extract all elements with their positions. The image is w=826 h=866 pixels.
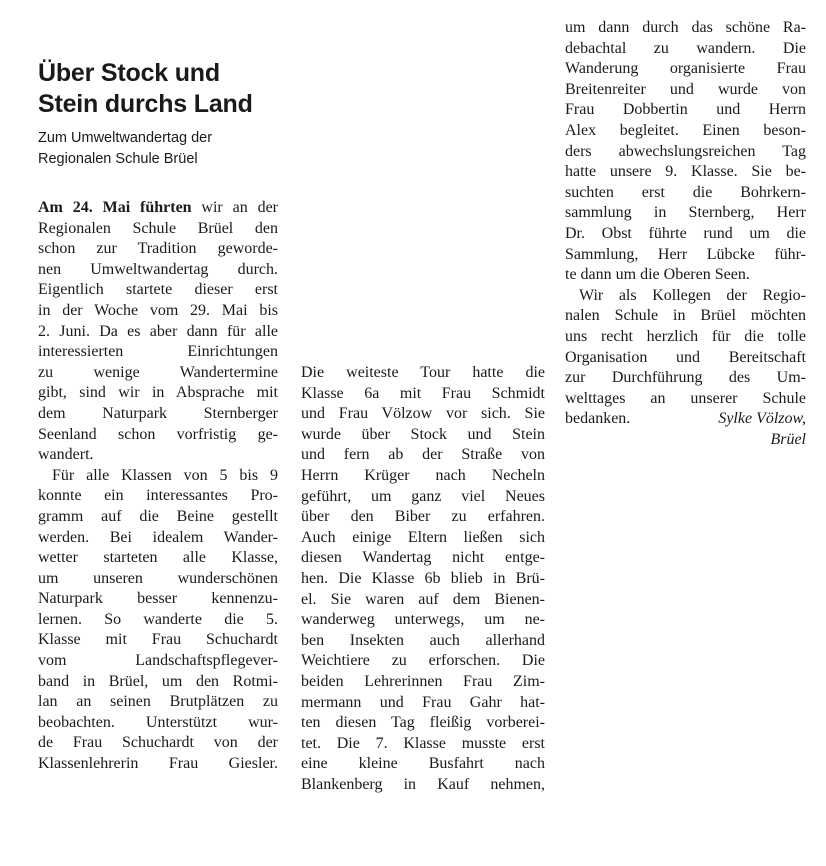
body-line: diesen Wandertag nicht entge- xyxy=(301,549,545,567)
body-line: wetter starteten alle Klasse, xyxy=(38,549,278,567)
body-line: nen Umweltwandertag durch. xyxy=(38,260,278,278)
body-line: Eigentlich startete dieser erst xyxy=(38,281,278,299)
body-line: Die weiteste Tour hatte die xyxy=(301,364,545,381)
body-line: Klasse 6a mit Frau Schmidt xyxy=(301,384,545,402)
body-line: 2. Juni. Da es aber dann für alle xyxy=(38,322,278,340)
body-line: suchten erst die Bohrkern- xyxy=(565,183,806,201)
body-line: hen. Die Klasse 6b blieb in Brü- xyxy=(301,569,545,587)
body-line: Weichtiere zu erforschen. Die xyxy=(301,652,545,670)
headline xyxy=(38,58,298,120)
body-line: eine kleine Busfahrt nach xyxy=(301,755,545,773)
article-column-1 xyxy=(38,198,278,775)
body-line: werden. Bei idealem Wander- xyxy=(38,528,278,546)
body-line: nalen Schule in Brüel möchten xyxy=(565,307,806,325)
headline-line: Stein durchs Land xyxy=(38,90,253,118)
body-line: Für alle Klassen von 5 bis 9 xyxy=(52,466,278,484)
body-line: und fern ab der Straße von xyxy=(301,446,545,464)
body-line: debachtal zu wandern. Die xyxy=(565,39,806,57)
body-line: ben Insekten auch allerhand xyxy=(301,631,545,649)
body-line: beiden Lehrerinnen Frau Zim- xyxy=(301,672,545,690)
body-line: sammlung in Sternberg, Herr xyxy=(565,204,806,222)
body-line: wurde über Stock und Stein xyxy=(301,425,545,443)
body-line: Herrn Krüger nach Necheln xyxy=(301,466,545,484)
body-line: konnte ein interessantes Pro- xyxy=(38,487,278,505)
body-line: zur Durchführung des Um- xyxy=(565,369,806,387)
body-line: ders abwechslungsreichen Tag xyxy=(565,142,806,160)
body-line: wandert. xyxy=(38,446,94,464)
body-line: über den Biber zu erfahren. xyxy=(301,508,545,526)
body-line: band in Brüel, um den Rotmi- xyxy=(38,672,278,690)
body-line: gibt, sind wir in Absprache mit xyxy=(38,384,278,402)
author-signature: Sylke Völzow, xyxy=(718,410,806,428)
body-line: Wir als Kollegen der Regio- xyxy=(579,286,806,304)
body-line: lernen. So wanderte die 5. xyxy=(38,610,278,628)
body-line: lan an seinen Brutplätzen zu xyxy=(38,693,278,711)
body-line: Dr. Obst führte rund um die xyxy=(565,224,806,242)
body-line: Organisation und Bereitschaft xyxy=(565,348,806,366)
headline-line: Über Stock und xyxy=(38,59,220,87)
body-line: in der Woche vom 29. Mai bis xyxy=(38,301,278,319)
lead-in: Am 24. Mai führten xyxy=(38,199,192,216)
body-line: dem Naturpark Sternberger xyxy=(38,404,278,422)
body-line: Regionalen Schule Brüel den xyxy=(38,219,278,237)
body-line: gramm auf die Beine gestellt xyxy=(38,507,278,525)
subheadline xyxy=(38,128,298,170)
body-line: Klasse mit Frau Schuchardt xyxy=(38,631,278,649)
body-line: uns recht herzlich für die tolle xyxy=(565,327,806,345)
subhead-line: Zum Umweltwandertag der xyxy=(38,130,213,146)
body-line: Seenland schon vorfristig ge- xyxy=(38,425,278,443)
author-location: Brüel xyxy=(770,430,806,448)
body-line: Alex begleitet. Einen beson- xyxy=(565,121,806,139)
body-line: ten diesen Tag fleißig vorberei- xyxy=(301,714,545,732)
body-line: wanderweg unterwegs, um ne- xyxy=(301,611,545,629)
body-line: um dann durch das schöne Ra- xyxy=(565,19,806,36)
body-line: welttages an unserer Schule xyxy=(565,389,806,407)
body-line: vom Landschaftspflegever- xyxy=(38,652,278,670)
body-line: Auch einige Eltern ließen sich xyxy=(301,528,545,546)
body-line: mermann und Frau Gahr hat- xyxy=(301,693,545,711)
body-line: zu wenige Wandertermine xyxy=(38,363,278,381)
body-line: hatte unsere 9. Klasse. Sie be- xyxy=(565,163,806,181)
body-line: geführt, um ganz viel Neues xyxy=(301,487,545,505)
body-line: Breitenreiter und wurde von xyxy=(565,80,806,98)
body-line: Wanderung organisierte Frau xyxy=(565,60,806,78)
body-line: um unseren wunderschönen xyxy=(38,569,278,587)
body-line: Am 24. Mai führten wir an der xyxy=(38,199,278,216)
article-column-2 xyxy=(301,363,545,795)
body-line: te dann um die Oberen Seen. xyxy=(565,266,750,284)
body-line: de Frau Schuchardt von der xyxy=(38,734,278,752)
body-line: Frau Dobbertin und Herrn xyxy=(565,101,806,119)
subhead-line: Regionalen Schule Brüel xyxy=(38,151,198,167)
body-line: tet. Die 7. Klasse musste erst xyxy=(301,734,545,752)
body-line: Naturpark besser kennenzu- xyxy=(38,590,278,608)
body-line: und Frau Völzow vor sich. Sie xyxy=(301,405,545,423)
body-line: Klassenlehrerin Frau Giesler. xyxy=(38,755,278,773)
body-line: interessierten Einrichtungen xyxy=(38,343,278,361)
body-line xyxy=(565,409,806,430)
body-line: el. Sie waren auf dem Bienen- xyxy=(301,590,545,608)
article-column-3 xyxy=(565,18,806,450)
body-line: schon zur Tradition geworde- xyxy=(38,240,278,258)
closing-text: bedanken. xyxy=(565,410,631,428)
body-line: Sammlung, Herr Lübcke führ- xyxy=(565,245,806,263)
body-line: beobachten. Unterstützt wur- xyxy=(38,713,278,731)
body-line: Blankenberg in Kauf nehmen, xyxy=(301,775,545,793)
